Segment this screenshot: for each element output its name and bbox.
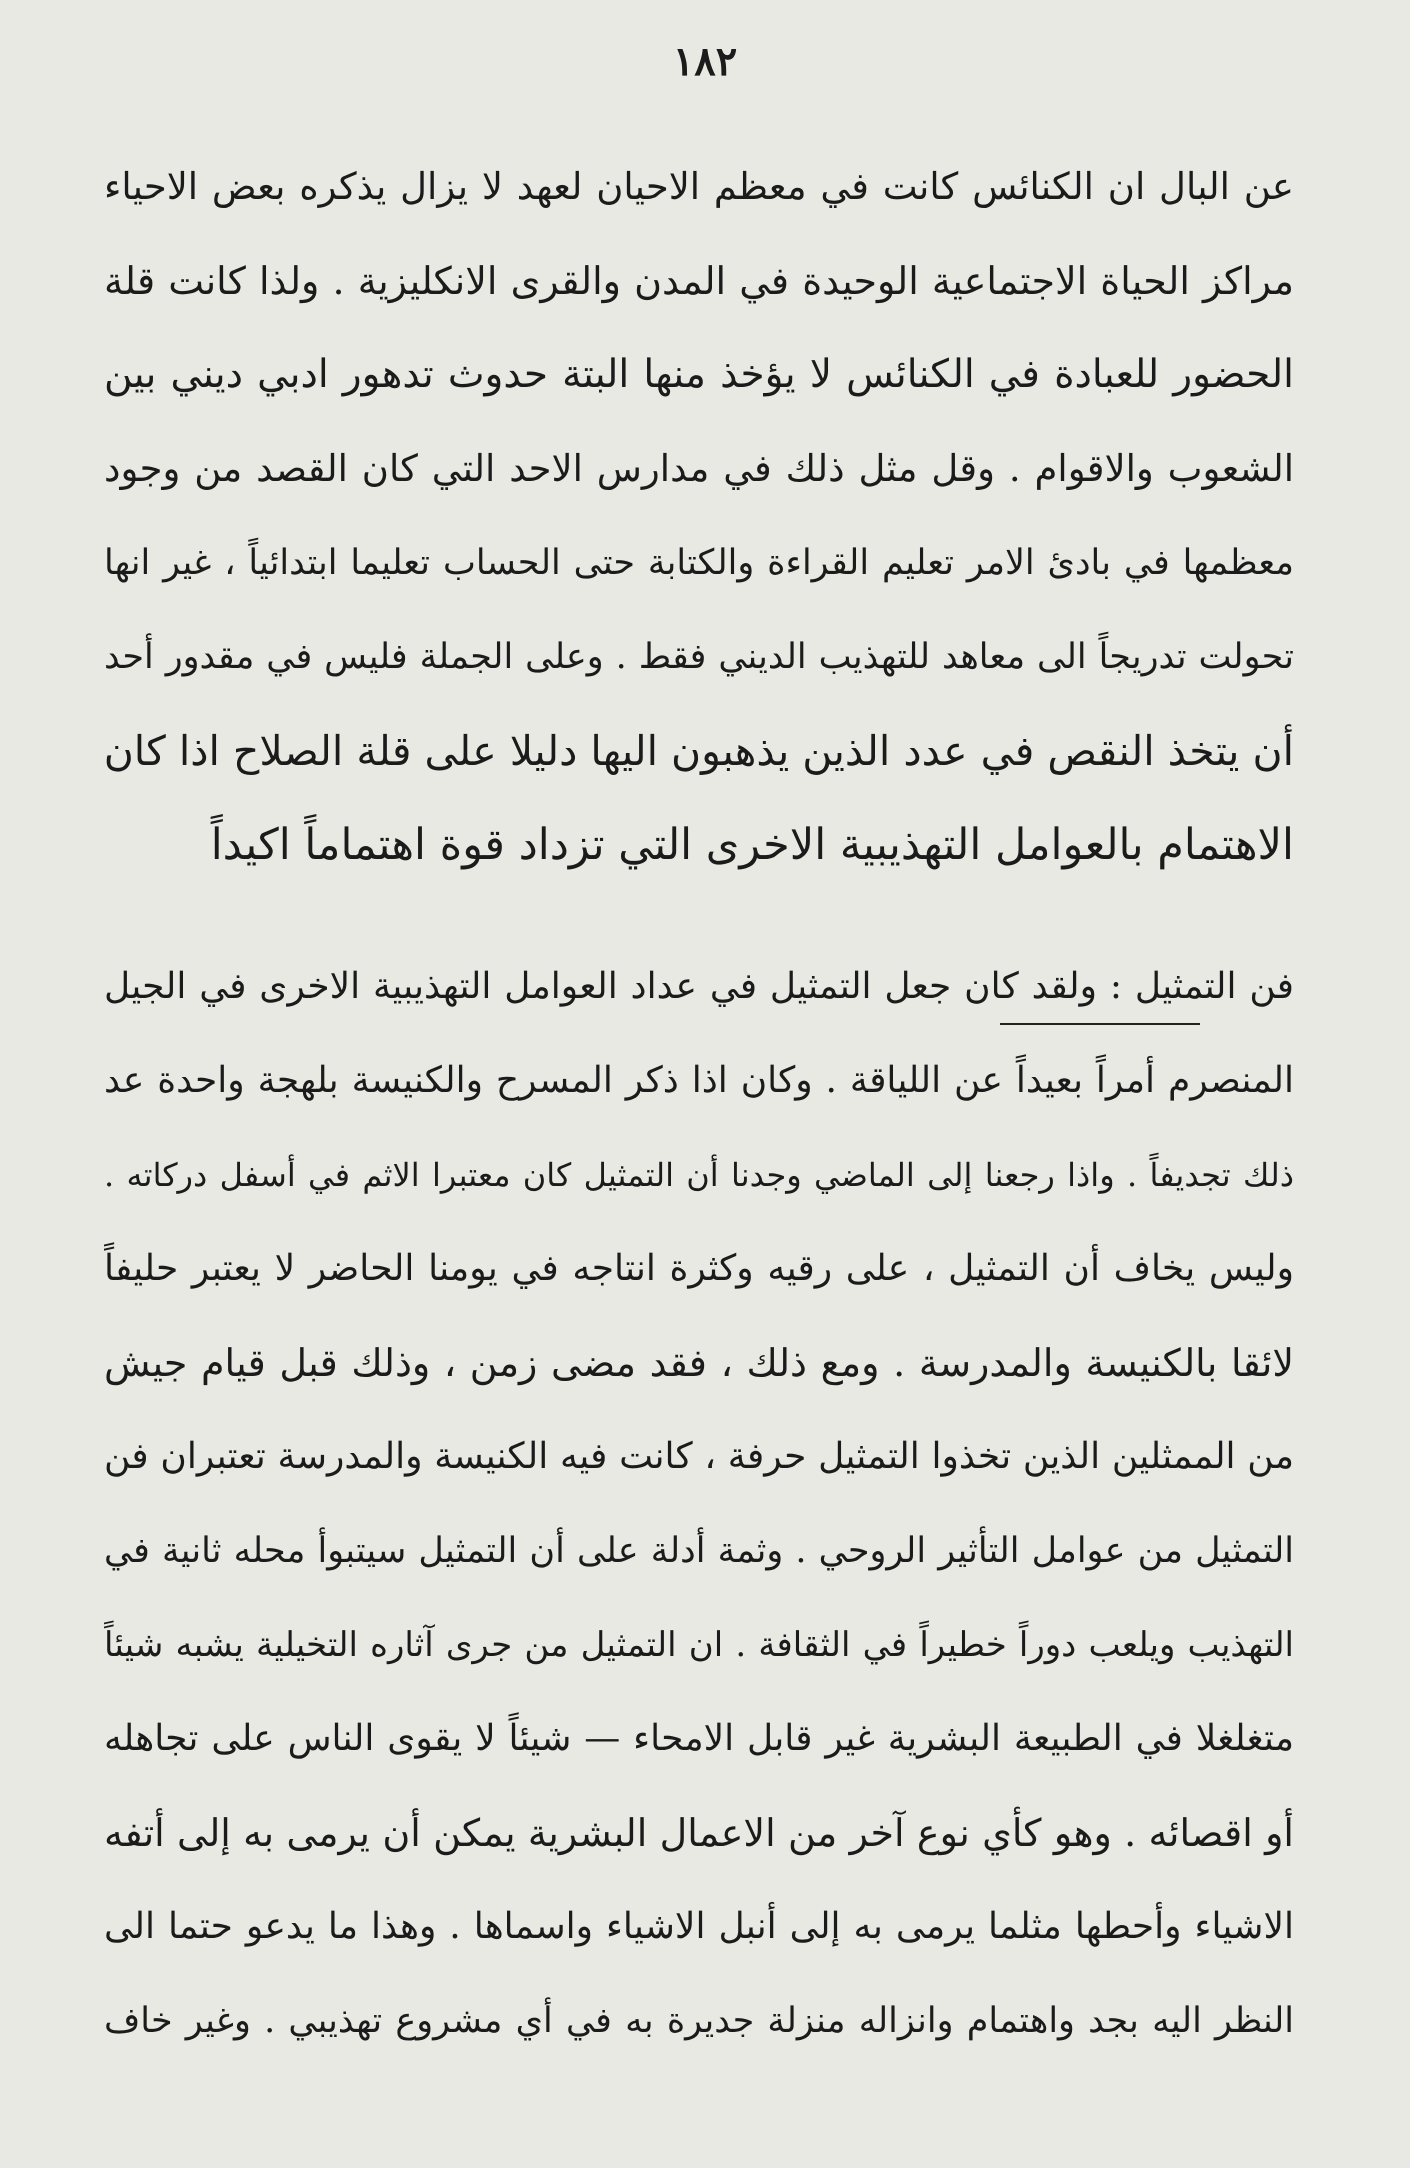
text-line: الحضور للعبادة في الكنائس لا يؤخذ منها البتة حدوث تدهور ادبي ديني بين <box>104 352 1294 397</box>
text-line: وليس يخاف أن التمثيل ، على رقيه وكثرة انتاجه في يومنا الحاضر لا يعتبر حليفاً <box>104 1248 1294 1289</box>
text-line: تحولت تدريجاً الى معاهد للتهذيب الديني فقط . وعلى الجملة فليس في مقدور أحد <box>104 637 1294 677</box>
text-line: التهذيب ويلعب دوراً خطيراً في الثقافة . ان التمثيل من جرى آثاره التخيلية يشبه شيئاً <box>104 1625 1294 1665</box>
text-line: ذلك تجديفاً . واذا رجعنا إلى الماضي وجدنا أن التمثيل كان معتبرا الاثم في أسفل دركاته . <box>104 1156 1294 1194</box>
text-line: عن البال ان الكنائس كانت في معظم الاحيان لعهد لا يزال يذكره بعض الاحياء <box>104 165 1294 208</box>
text-line: التمثيل من عوامل التأثير الروحي . وثمة أدلة على أن التمثيل سيتبوأ محله ثانية في <box>104 1531 1294 1571</box>
text-line: متغلغلا في الطبيعة البشرية غير قابل الامحاء — شيئاً لا يقوى الناس على تجاهله <box>104 1718 1294 1759</box>
text-line: لائقا بالكنيسة والمدرسة . ومع ذلك ، فقد مضى زمن ، وذلك قبل قيام جيش <box>104 1341 1294 1385</box>
text-line: أو اقصائه . وهو كأي نوع آخر من الاعمال البشرية يمكن أن يرمى به إلى أتفه <box>104 1811 1294 1855</box>
paragraph-drama <box>104 940 1294 2068</box>
text-line: فن التمثيل : ولقد كان جعل التمثيل في عداد العوامل التهذيبية الاخرى في الجيل <box>104 966 1294 1007</box>
text-line: النظر اليه بجد واهتمام وانزاله منزلة جديرة به في أي مشروع تهذيبي . وغير خاف <box>104 2001 1294 2041</box>
text-line: أن يتخذ النقص في عدد الذين يذهبون اليها دليلا على قلة الصلاح اذا كان <box>104 727 1294 775</box>
text-line: الاهتمام بالعوامل التهذيبية الاخرى التي تزداد قوة اهتماماً اكيداً <box>210 820 1294 870</box>
text-line: الاشياء وأحطها مثلما يرمى به إلى أنبل الاشياء واسماها . وهذا ما يدعو حتما الى <box>104 1906 1294 1947</box>
text-line: الشعوب والاقوام . وقل مثل ذلك في مدارس الاحد التي كان القصد من وجود <box>104 447 1294 490</box>
paragraph-churches <box>104 140 1294 892</box>
text-line: معظمها في بادئ الامر تعليم القراءة والكتابة حتى الحساب تعليما ابتدائياً ، غير انها <box>104 543 1294 583</box>
text-line: المنصرم أمراً بعيداً عن اللياقة . وكان اذا ذكر المسرح والكنيسة بلهجة واحدة عد <box>104 1060 1294 1101</box>
text-line: من الممثلين الذين تخذوا التمثيل حرفة ، كانت فيه الكنيسة والمدرسة تعتبران فن <box>104 1436 1294 1477</box>
text-line: مراكز الحياة الاجتماعية الوحيدة في المدن والقرى الانكليزية . ولذا كانت قلة <box>104 259 1294 303</box>
page-number: ١٨٢ <box>672 38 738 85</box>
